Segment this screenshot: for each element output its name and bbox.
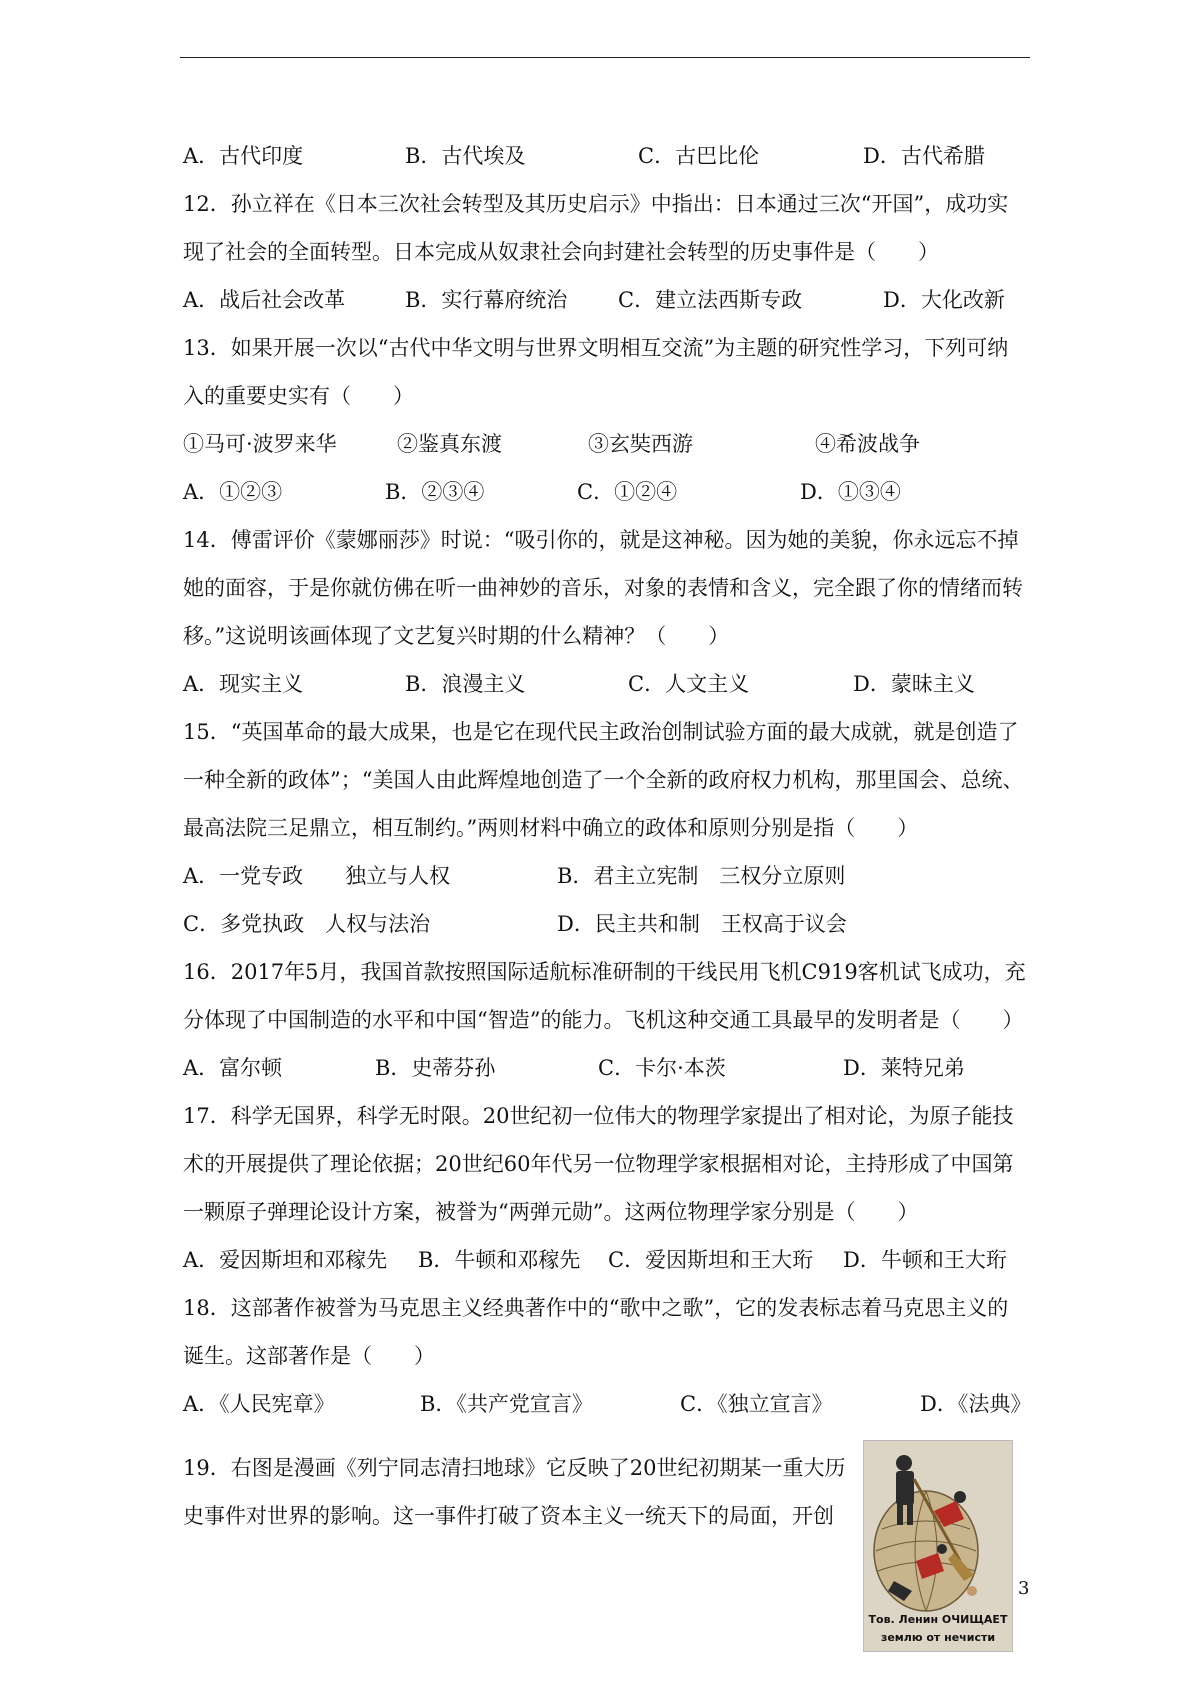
q13-option-d: D．①③④ bbox=[800, 480, 901, 504]
q18-option-c: C．《独立宣言》 bbox=[680, 1392, 833, 1416]
q17-stem-line-1: 17．科学无国界，科学无时限。20世纪初一位伟大的物理学家提出了相对论，为原子能技 bbox=[183, 1104, 1014, 1128]
lenin-cleaning-globe-poster bbox=[863, 1440, 1013, 1652]
q13-item-2: ②鉴真东渡 bbox=[397, 432, 502, 456]
q18-option-d: D．《法典》 bbox=[920, 1392, 1032, 1416]
q18-option-a: A．《人民宪章》 bbox=[183, 1392, 335, 1416]
q12-option-d: D．大化改新 bbox=[883, 288, 1005, 312]
q16-option-c: C．卡尔·本茨 bbox=[598, 1056, 726, 1080]
q12-option-c: C．建立法西斯专政 bbox=[618, 288, 803, 312]
q15-stem-line-2: 一种全新的政体”；“美国人由此辉煌地创造了一个全新的政府权力机构，那里国会、总统、 bbox=[183, 768, 1024, 792]
q13-item-1: ①马可·波罗来华 bbox=[183, 432, 337, 456]
q12-option-a: A．战后社会改革 bbox=[183, 288, 346, 312]
q14-stem-line-1: 14．傅雷评价《蒙娜丽莎》时说：“吸引你的，就是这神秘。因为她的美貌，你永远忘不掉 bbox=[183, 528, 1019, 552]
q13-item-3: ③玄奘西游 bbox=[588, 432, 693, 456]
q12-option-b: B．实行幕府统治 bbox=[405, 288, 568, 312]
q14-option-a: A．现实主义 bbox=[183, 672, 304, 696]
q13-option-b: B．②③④ bbox=[385, 480, 485, 504]
q18-stem-line-1: 18．这部著作被誉为马克思主义经典著作中的“歌中之歌”，它的发表标志着马克思主义的 bbox=[183, 1296, 1009, 1320]
q14-stem-line-3: 移。”这说明该画体现了文艺复兴时期的什么精神？（ ） bbox=[183, 624, 730, 648]
q15-stem-line-1: 15．“英国革命的最大成果，也是它在现代民主政治创制试验方面的最大成就，就是创造了 bbox=[183, 720, 1019, 744]
q15-option-b: B．君主立宪制 三权分立原则 bbox=[557, 864, 846, 888]
q18-option-b: B．《共产党宣言》 bbox=[420, 1392, 593, 1416]
q19-stem-line-2: 史事件对世界的影响。这一事件打破了资本主义一统天下的局面，开创 bbox=[183, 1504, 834, 1528]
q13-stem-line-2: 入的重要史实有（ ） bbox=[183, 384, 414, 408]
q15-option-a: A．一党专政 独立与人权 bbox=[183, 864, 451, 888]
q14-option-b: B．浪漫主义 bbox=[405, 672, 526, 696]
q16-option-d: D．莱特兄弟 bbox=[843, 1056, 965, 1080]
q11-option-d: D．古代希腊 bbox=[863, 144, 985, 168]
header-rule bbox=[180, 57, 1030, 58]
poster-caption-line-2: землю от нечисти bbox=[880, 1631, 996, 1644]
q15-option-d: D．民主共和制 王权高于议会 bbox=[557, 912, 847, 936]
q17-option-b: B．牛顿和邓稼先 bbox=[418, 1248, 581, 1272]
q16-option-a: A．富尔顿 bbox=[183, 1056, 283, 1080]
q17-stem-line-3: 一颗原子弹理论设计方案，被誉为“两弹元勋”。这两位物理学家分别是（ ） bbox=[183, 1200, 919, 1224]
q13-option-a: A．①②③ bbox=[183, 480, 283, 504]
q13-item-4: ④希波战争 bbox=[815, 432, 920, 456]
q11-option-b: B．古代埃及 bbox=[405, 144, 526, 168]
q14-stem-line-2: 她的面容，于是你就仿佛在听一曲神妙的音乐，对象的表情和含义，完全跟了你的情绪而转 bbox=[183, 576, 1023, 600]
q17-option-a: A．爱因斯坦和邓稼先 bbox=[183, 1248, 388, 1272]
q16-option-b: B．史蒂芬孙 bbox=[375, 1056, 496, 1080]
q18-stem-line-2: 诞生。这部著作是（ ） bbox=[183, 1344, 435, 1368]
q16-stem-line-1: 16．2017年5月，我国首款按照国际适航标准研制的干线民用飞机C919客机试飞成功，充 bbox=[183, 960, 1026, 984]
q15-stem-line-3: 最高法院三足鼎立，相互制约。”两则材料中确立的政体和原则分别是指（ ） bbox=[183, 816, 919, 840]
q12-stem-line-1: 12．孙立祥在《日本三次社会转型及其历史启示》中指出：日本通过三次“开国”，成功实 bbox=[183, 192, 1009, 216]
q14-option-c: C．人文主义 bbox=[628, 672, 750, 696]
q12-stem-line-2: 现了社会的全面转型。日本完成从奴隶社会向封建社会转型的历史事件是（ ） bbox=[183, 240, 939, 264]
q11-option-a: A．古代印度 bbox=[183, 144, 304, 168]
q19-stem-line-1: 19．右图是漫画《列宁同志清扫地球》它反映了20世纪初期某一重大历 bbox=[183, 1456, 846, 1480]
q16-stem-line-2: 分体现了中国制造的水平和中国“智造”的能力。飞机这种交通工具最早的发明者是（ ） bbox=[183, 1008, 1024, 1032]
q13-stem-line-1: 13．如果开展一次以“古代中华文明与世界文明相互交流”为主题的研究性学习，下列可纳 bbox=[183, 336, 1009, 360]
q13-option-c: C．①②④ bbox=[577, 480, 678, 504]
q17-option-c: C．爱因斯坦和王大珩 bbox=[608, 1248, 814, 1272]
q14-option-d: D．蒙昧主义 bbox=[853, 672, 975, 696]
q11-option-c: C．古巴比伦 bbox=[638, 144, 760, 168]
page-number: 3 bbox=[1018, 1578, 1030, 1599]
poster-caption-line-1: Тов. Ленин ОЧИЩАЕТ bbox=[868, 1613, 1008, 1626]
q17-option-d: D．牛顿和王大珩 bbox=[843, 1248, 1007, 1272]
q15-option-c: C．多党执政 人权与法治 bbox=[183, 912, 431, 936]
q17-stem-line-2: 术的开展提供了理论依据；20世纪60年代另一位物理学家根据相对论，主持形成了中国第 bbox=[183, 1152, 1014, 1176]
